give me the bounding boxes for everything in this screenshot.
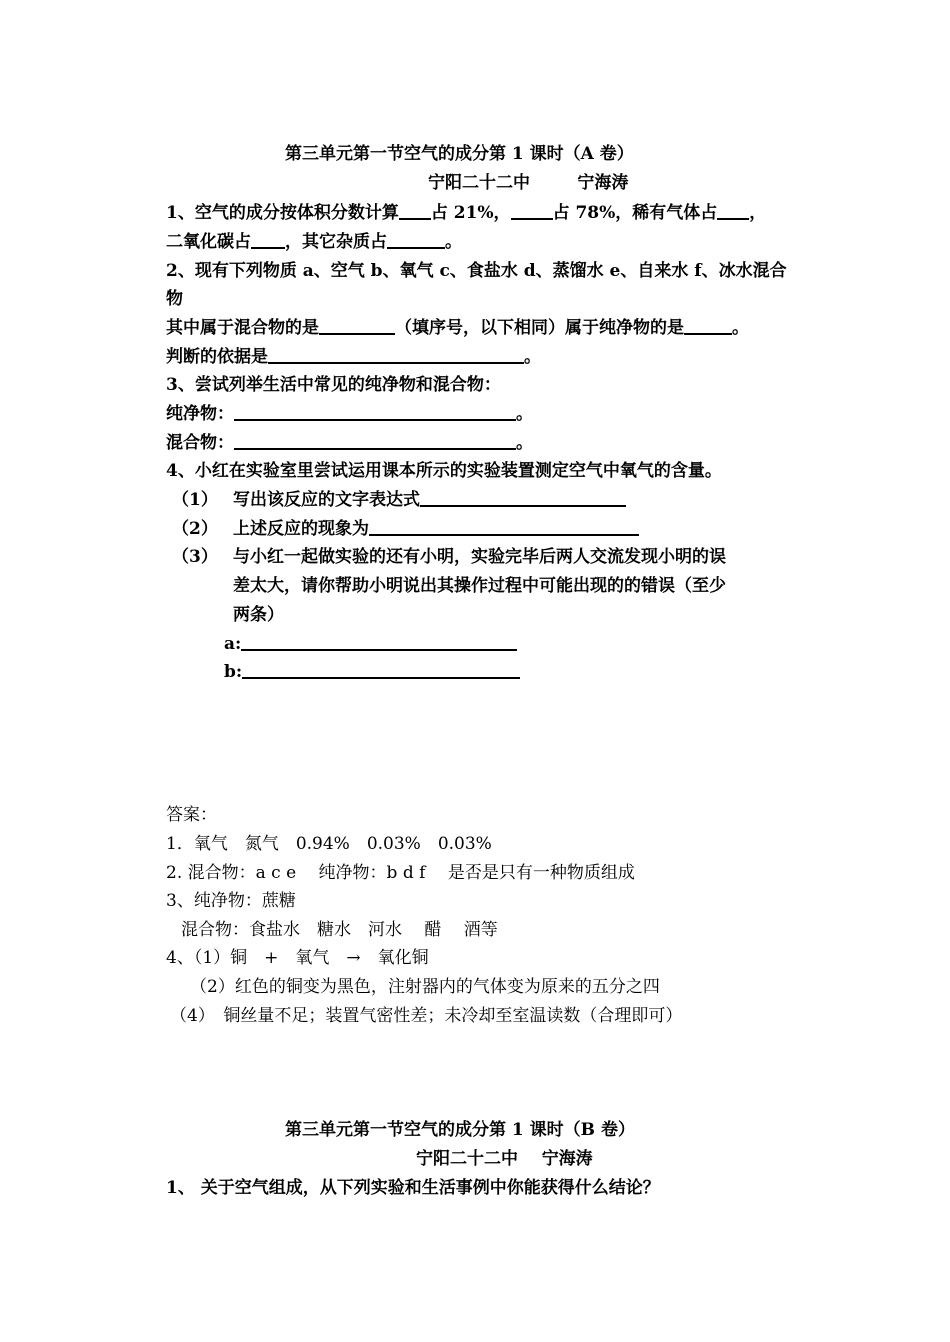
question-3-title: 3、尝试列举生活中常见的纯净物和混合物： bbox=[166, 375, 501, 395]
answer-blank[interactable] bbox=[387, 231, 445, 249]
answer-blank[interactable] bbox=[420, 489, 626, 507]
q3-pure-period: 。 bbox=[516, 404, 533, 424]
answer-blank[interactable] bbox=[234, 403, 516, 421]
q2-period: 。 bbox=[732, 318, 749, 338]
q2-basis-period: 。 bbox=[524, 347, 541, 367]
q3-pure-label: 纯净物： bbox=[166, 404, 234, 424]
q4-sub-1 bbox=[233, 486, 626, 514]
answer-3-line-1: 3、纯净物：蔗糖 bbox=[166, 891, 296, 911]
q4-answer-b bbox=[224, 658, 520, 686]
paper-b-question-1: 1、 关于空气组成，从下列实验和生活事例中你能获得什么结论？ bbox=[166, 1178, 660, 1198]
answer-blank[interactable] bbox=[242, 661, 520, 679]
q1-part6: ，其它杂质占 bbox=[285, 232, 387, 252]
q2-mixture-prompt: 其中属于混合物的是 bbox=[166, 318, 319, 338]
question-2-line-4 bbox=[166, 343, 541, 371]
answer-blank[interactable] bbox=[369, 518, 639, 536]
answer-blank[interactable] bbox=[399, 202, 431, 220]
paper-b-author: 宁海涛 bbox=[541, 1149, 593, 1169]
answer-3-line-2: 混合物：食盐水 糖水 河水 醋 酒等 bbox=[181, 920, 498, 940]
q4-sub-3-number: （3） bbox=[172, 547, 218, 567]
answer-blank[interactable] bbox=[268, 346, 524, 364]
answer-blank[interactable] bbox=[241, 633, 517, 651]
question-1-line-2 bbox=[166, 228, 462, 256]
question-4-title: 4、小红在实验室里尝试运用课本所示的实验装置测定空气中氧气的含量。 bbox=[166, 461, 722, 481]
paper-b-school: 宁阳二十二中 bbox=[416, 1149, 518, 1169]
q3-mixture-period: 。 bbox=[516, 433, 533, 453]
question-3-mixture bbox=[166, 429, 533, 457]
answer-blank[interactable] bbox=[319, 317, 395, 335]
q2-pure-prompt: （填序号，以下相同）属于纯净物的是 bbox=[395, 318, 684, 338]
answer-4-line-2: （2）红色的铜变为黑色，注射器内的气体变为原来的五分之四 bbox=[190, 977, 660, 997]
q3-mixture-label: 混合物： bbox=[166, 433, 234, 453]
answer-blank[interactable] bbox=[234, 432, 516, 450]
question-2-line-2: 物 bbox=[166, 289, 183, 309]
question-2-line-3 bbox=[166, 314, 749, 342]
q1-part2: 占 21%， bbox=[430, 203, 511, 223]
q1-part5: 二氧化碳占 bbox=[166, 232, 251, 252]
q1-part3: 占 78%，稀有气体占 bbox=[552, 203, 718, 223]
answer-blank[interactable] bbox=[717, 202, 749, 220]
answer-blank[interactable] bbox=[684, 317, 732, 335]
q4-answer-b-label: b: bbox=[224, 662, 243, 682]
paper-a-byline bbox=[428, 169, 628, 197]
paper-a-school: 宁阳二十二中 bbox=[428, 173, 530, 193]
q4-answer-a-label: a: bbox=[224, 634, 242, 654]
answer-2: 2. 混合物：a c e 纯净物：b d f 是否是只有一种物质组成 bbox=[166, 863, 635, 883]
q4-sub-2-text: 上述反应的现象为 bbox=[233, 519, 369, 539]
q4-sub-1-text: 写出该反应的文字表达式 bbox=[233, 490, 420, 510]
q4-sub-3-line-1: 与小红一起做实验的还有小明，实验完毕后两人交流发现小明的误 bbox=[233, 547, 726, 567]
q4-sub-3-line-3: 两条） bbox=[233, 605, 284, 625]
paper-b-byline bbox=[416, 1145, 593, 1173]
answer-blank[interactable] bbox=[251, 231, 285, 249]
q1-part1: 1、空气的成分按体积分数计算 bbox=[166, 203, 399, 223]
paper-b-title: 第三单元第一节空气的成分第 1 课时（B 卷） bbox=[285, 1120, 635, 1140]
q4-sub-1-number: （1） bbox=[172, 490, 218, 510]
q4-sub-3-line-2: 差太大，请你帮助小明说出其操作过程中可能出现的的错误（至少 bbox=[233, 576, 726, 596]
question-3-pure bbox=[166, 400, 533, 428]
q4-sub-2-number: （2） bbox=[172, 519, 218, 539]
paper-a-title: 第三单元第一节空气的成分第 1 课时（A 卷） bbox=[285, 144, 634, 164]
q2-basis-prompt: 判断的依据是 bbox=[166, 347, 268, 367]
answer-4-line-1: 4、（1）铜 + 氧气 → 氧化铜 bbox=[166, 948, 429, 968]
q1-part7: 。 bbox=[445, 232, 462, 252]
answer-4-line-3: （4） 铜丝量不足；装置气密性差；未冷却至室温读数（合理即可） bbox=[170, 1006, 683, 1026]
answer-1: 1．氧气 氮气 0.94% 0.03% 0.03% bbox=[166, 834, 492, 854]
q1-part4: ， bbox=[749, 203, 767, 223]
answers-heading: 答案： bbox=[166, 805, 217, 825]
q4-sub-2 bbox=[233, 515, 639, 543]
question-1-line-1 bbox=[166, 199, 766, 227]
q4-answer-a bbox=[224, 630, 517, 658]
answer-blank[interactable] bbox=[511, 202, 553, 220]
question-2-line-1: 2、现有下列物质 a、空气 b、氧气 c、食盐水 d、蒸馏水 e、自来水 f、冰水混合 bbox=[166, 261, 787, 281]
paper-a-author: 宁海涛 bbox=[577, 173, 629, 193]
